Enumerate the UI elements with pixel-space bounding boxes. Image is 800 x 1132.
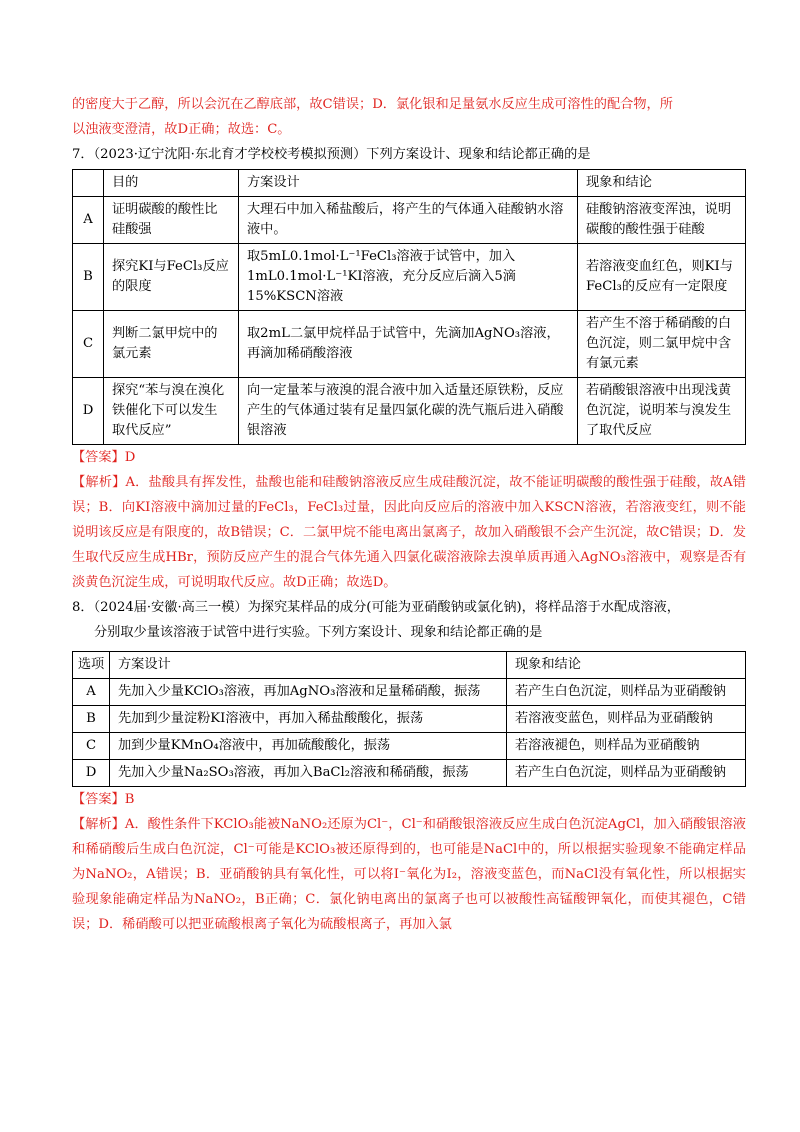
prev-explanation-line1: 的密度大于乙醇，所以会沉在乙醇底部，故C错误；D．氯化银和足量氨水反应生成可溶性的配合物，所 — [72, 97, 673, 112]
row-result: 硅酸钠溶液变浑浊，说明碳酸的酸性强于硅酸 — [578, 197, 746, 244]
table-row — [73, 733, 746, 760]
row-label: D — [73, 760, 110, 787]
row-purpose: 判断二氯甲烷中的氯元素 — [104, 311, 239, 378]
row-design: 取5mL0.1mol·L⁻¹FeCl₃溶液于试管中，加入1mL0.1mol·L⁻¹KI溶液，充分反应后滴入5滴15%KSCN溶液 — [239, 244, 578, 311]
header-option: 选项 — [73, 652, 110, 679]
header-design: 方案设计 — [110, 652, 507, 679]
question-8-table — [72, 651, 746, 787]
row-label: B — [73, 244, 104, 311]
row-design: 向一定量苯与液溴的混合液中加入适量还原铁粉，反应产生的气体通过装有足量四氯化碳的洗气瓶后进入硝酸银溶液 — [239, 378, 578, 445]
table-header-row — [73, 652, 746, 679]
document-page — [72, 92, 746, 937]
row-result: 若溶液褪色，则样品为亚硝酸钠 — [507, 733, 746, 760]
question-7-table — [72, 169, 746, 445]
table-row — [73, 706, 746, 733]
question-8-answer: 【答案】B — [72, 792, 135, 807]
question-7-explanation: 【解析】A．盐酸具有挥发性，盐酸也能和硅酸钠溶液反应生成硅酸沉淀，故不能证明碳酸的酸性强于硅酸，故A错误；B．向KI溶液中滴加过量的FeCl₃，FeCl₃过量，因此向反应后的溶液中加入KSCN溶液，若溶液变红，则不能说明该反应是有限度的，故B错误；C．二氯甲烷不能电离出氯离子，故加入硝酸银不会产生沉淀，故C错误；D．发生取代反应生成HBr，预防反应产生的混合气体先通入四氯化碳溶液除去溴单质再通入AgNO₃溶液中，观察是否有淡黄色沉淀生成，可说明取代反应。故D正确；故选D。 — [72, 475, 746, 590]
table-row — [73, 760, 746, 787]
row-purpose: 探究“苯与溴在溴化铁催化下可以发生取代反应” — [104, 378, 239, 445]
row-label: A — [73, 679, 110, 706]
question-8-stem-line2: 分别取少量该溶液于试管中进行实验。下列方案设计、现象和结论都正确的是 — [94, 625, 543, 640]
header-purpose: 目的 — [104, 170, 239, 197]
question-8-explanation: 【解析】A．酸性条件下KClO₃能被NaNO₂还原为Cl⁻，Cl⁻和硝酸银溶液反应生成白色沉淀AgCl，加入硝酸银溶液和稀硝酸后生成白色沉淀，Cl⁻可能是KClO₃被还原得到的，也可能是NaCl中的，所以根据实验现象不能确定样品为NaNO₂，A错误；B．亚硝酸钠具有氧化性，可以将I⁻氧化为I₂，溶液变蓝色，而NaCl没有氧化性，所以根据实验现象能确定样品为NaNO₂，B正确；C．氯化钠电离出的氯离子也可以被酸性高锰酸钾氧化，而使其褪色，C错误；D．稀硝酸可以把亚硫酸根离子氧化为硫酸根离子，再加入氯 — [72, 817, 746, 932]
header-result: 现象和结论 — [507, 652, 746, 679]
table-header-row — [73, 170, 746, 197]
header-design: 方案设计 — [239, 170, 578, 197]
question-8-stem-line1: 8．（2024届·安徽·高三一模）为探究某样品的成分(可能为亚硝酸钠或氯化钠)，将样品溶于水配成溶液， — [72, 600, 680, 615]
row-result: 若溶液变血红色，则KI与FeCl₃的反应有一定限度 — [578, 244, 746, 311]
row-result: 若产生不溶于稀硝酸的白色沉淀，则二氯甲烷中含有氯元素 — [578, 311, 746, 378]
row-result: 若产生白色沉淀，则样品为亚硝酸钠 — [507, 760, 746, 787]
row-result: 若硝酸银溶液中出现浅黄色沉淀，说明苯与溴发生了取代反应 — [578, 378, 746, 445]
row-result: 若溶液变蓝色，则样品为亚硝酸钠 — [507, 706, 746, 733]
header-blank — [73, 170, 104, 197]
table-row — [73, 311, 746, 378]
row-label: D — [73, 378, 104, 445]
row-label: A — [73, 197, 104, 244]
header-result: 现象和结论 — [578, 170, 746, 197]
row-label: C — [73, 311, 104, 378]
row-label: C — [73, 733, 110, 760]
row-design: 先加到少量淀粉KI溶液中，再加入稀盐酸酸化，振荡 — [110, 706, 507, 733]
question-7-answer: 【答案】D — [72, 450, 136, 465]
table-row — [73, 197, 746, 244]
row-design: 取2mL二氯甲烷样品于试管中，先滴加AgNO₃溶液，再滴加稀硝酸溶液 — [239, 311, 578, 378]
row-design: 加到少量KMnO₄溶液中，再加硫酸酸化，振荡 — [110, 733, 507, 760]
row-design: 大理石中加入稀盐酸后，将产生的气体通入硅酸钠水溶液中。 — [239, 197, 578, 244]
row-purpose: 探究KI与FeCl₃反应的限度 — [104, 244, 239, 311]
table-row — [73, 244, 746, 311]
prev-explanation-line2: 以浊液变澄清，故D正确；故选：C。 — [72, 122, 291, 137]
table-row — [73, 679, 746, 706]
question-7-stem: 7．（2023·辽宁沈阳·东北育才学校校考模拟预测）下列方案设计、现象和结论都正确的是 — [72, 147, 591, 162]
table-row — [73, 378, 746, 445]
row-design: 先加入少量KClO₃溶液，再加AgNO₃溶液和足量稀硝酸，振荡 — [110, 679, 507, 706]
row-label: B — [73, 706, 110, 733]
row-purpose: 证明碳酸的酸性比硅酸强 — [104, 197, 239, 244]
row-design: 先加入少量Na₂SO₃溶液，再加入BaCl₂溶液和稀硝酸，振荡 — [110, 760, 507, 787]
row-result: 若产生白色沉淀，则样品为亚硝酸钠 — [507, 679, 746, 706]
